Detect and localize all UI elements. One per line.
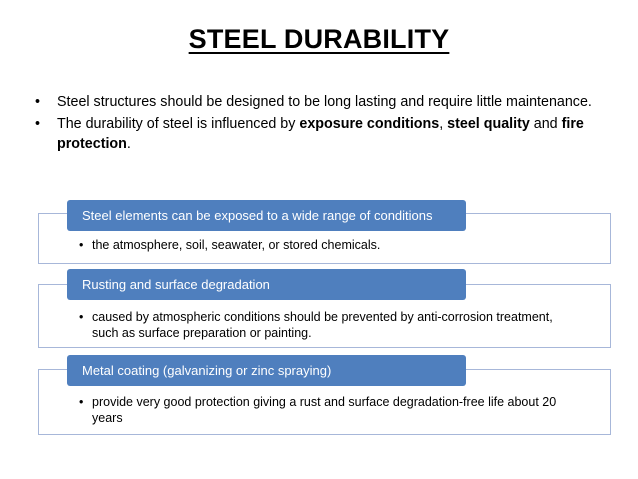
bullet-text-segment: ,: [439, 116, 448, 132]
panel-heading-exposure: Steel elements can be exposed to a wide range of conditions: [67, 200, 466, 231]
bullet-text: Steel structures should be designed to be long lasting and require little maintenance.: [57, 94, 592, 110]
bullet-emphasis-exposure: exposure conditions: [299, 116, 440, 132]
panel-body-text: provide very good protection giving a rust and surface degradation-free life about 20 years: [92, 395, 557, 425]
panel-heading-coating: Metal coating (galvanizing or zinc spraying): [67, 355, 466, 386]
panel-body: [79, 237, 570, 253]
panel-body: [79, 309, 570, 341]
bullet-text-segment: The durability of steel is influenced by: [57, 116, 300, 132]
bullet-text-segment: .: [126, 136, 131, 152]
panel-body-text: caused by atmospheric conditions should be prevented by anti-corrosion treatment, such as surface preparation or painting.: [92, 310, 553, 340]
bullet-emphasis-quality: steel quality: [447, 116, 530, 132]
bullet-item: [35, 114, 595, 154]
panel-bullet-marker: •: [79, 310, 84, 324]
panel-body-text: the atmosphere, soil, seawater, or stored chemicals.: [92, 238, 381, 252]
panel-bullet-marker: •: [79, 238, 84, 252]
panel-bullet-marker: •: [79, 395, 84, 409]
panel-body: [79, 394, 570, 426]
slide-title: STEEL DURABILITY: [188, 24, 450, 54]
bullet-marker: •: [35, 116, 41, 132]
bullet-text-segment: and: [529, 116, 562, 132]
bullet-emphasis-fire: fire protection: [57, 116, 584, 152]
bullet-item: [35, 92, 595, 112]
panel-heading-rusting: Rusting and surface degradation: [67, 269, 466, 300]
bullet-marker: •: [35, 94, 41, 110]
bullet-list: [35, 92, 595, 156]
